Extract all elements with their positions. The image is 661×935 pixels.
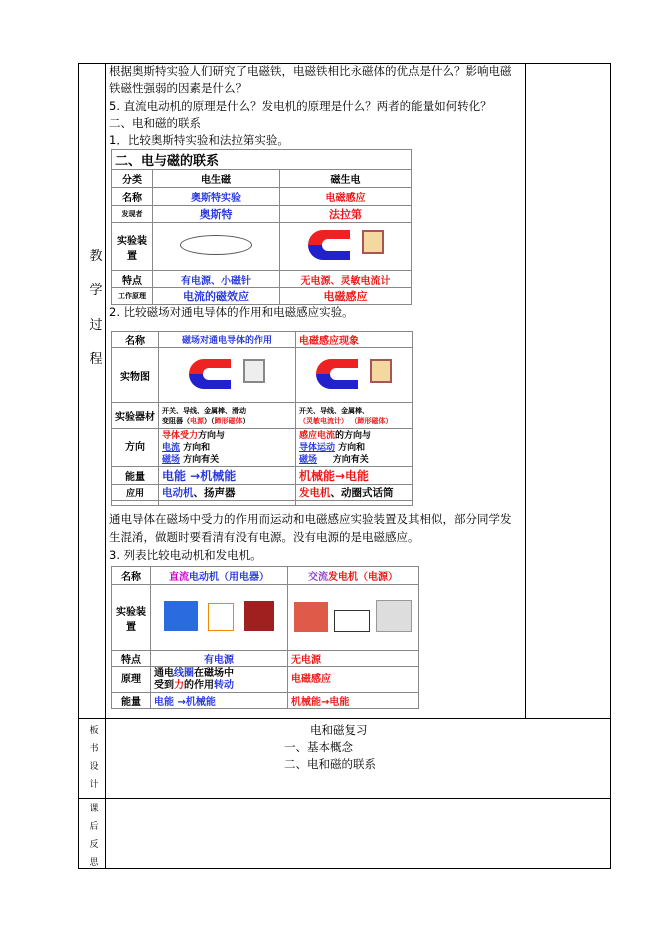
- cell: [296, 403, 413, 429]
- text: 线圈: [174, 667, 194, 679]
- text: 电动机（用电器）: [189, 572, 269, 583]
- cell: 名称: [112, 332, 159, 348]
- text: 导体受力: [162, 430, 199, 441]
- border: [105, 63, 106, 868]
- cell: [296, 485, 413, 501]
- subheading: 2. 比较磁场对通电导体的作用和电磁感应实验。: [109, 305, 354, 319]
- cell: [159, 429, 296, 467]
- cell: 方向: [112, 429, 159, 467]
- text: 方向有关: [183, 454, 220, 465]
- text: 感应电流: [299, 430, 336, 441]
- subheading: 3. 列表比较电动机和发电机。: [109, 548, 262, 562]
- border: [525, 63, 526, 718]
- text: 的方向与: [335, 430, 372, 441]
- side-label: 学: [89, 283, 103, 298]
- force-apparatus-image: [159, 348, 296, 403]
- cell: [159, 485, 296, 501]
- text: ）: [242, 416, 250, 425]
- induction-apparatus-image: [296, 348, 413, 403]
- cell: 分类: [112, 170, 153, 188]
- text: 方向与: [198, 430, 226, 441]
- text: 方向和: [183, 442, 211, 453]
- cell: 奥斯特: [153, 206, 280, 223]
- text: 受到: [154, 679, 174, 691]
- text: 开关、导线、金属棒、: [299, 406, 369, 415]
- cell: 发现者: [112, 206, 153, 223]
- cell: 特点: [112, 651, 151, 667]
- text: 电流: [162, 442, 181, 453]
- cell: 机械能→电能: [296, 467, 413, 485]
- oersted-apparatus-image: [153, 223, 280, 271]
- text: 交流: [308, 572, 328, 583]
- paragraph: 通电导体在磁场中受力的作用而运动和电磁感应实验装置及其相似，部分同学发: [109, 512, 512, 526]
- generator-image: [288, 585, 419, 651]
- cell: 磁生电: [280, 170, 412, 188]
- text: 、动圈式话筒: [330, 487, 394, 499]
- cell: 电磁感应: [288, 667, 419, 693]
- board-item: 一、基本概念: [284, 740, 353, 754]
- motor-generator-table: [111, 566, 419, 709]
- cell: 有电源: [151, 651, 288, 667]
- side-label: 书: [89, 744, 99, 754]
- text: （灵敏电流计）: [299, 416, 348, 425]
- side-label: 设: [89, 762, 99, 772]
- text: 力: [174, 679, 184, 691]
- cell: [159, 403, 296, 429]
- cell: 特点: [112, 271, 153, 288]
- board-item: 二、电和磁的联系: [284, 757, 376, 771]
- table-title: 二、电与磁的联系: [112, 150, 412, 170]
- text: 磁场: [299, 454, 318, 465]
- text: 转动: [214, 679, 234, 691]
- faraday-apparatus-image: [280, 223, 412, 271]
- text: 变阻器（: [162, 416, 190, 425]
- border: [78, 798, 611, 799]
- cell: 实验器材: [112, 403, 159, 429]
- side-label: 后: [89, 822, 99, 832]
- side-label: 反: [89, 840, 99, 850]
- force-induction-table: [111, 331, 413, 506]
- question-text: 铁磁性强弱的因素是什么？: [109, 81, 247, 95]
- side-label: 过: [89, 318, 103, 333]
- text: ）（: [204, 416, 215, 425]
- side-label: 教: [89, 249, 103, 264]
- text: 在磁场中: [194, 667, 234, 679]
- cell: 电能 →机械能: [159, 467, 296, 485]
- motor-image: [151, 585, 288, 651]
- cell: [151, 667, 288, 693]
- side-label: 计: [89, 780, 99, 790]
- cell: 原理: [112, 667, 151, 693]
- side-label: 板: [89, 726, 99, 736]
- cell: 机械能→电能: [288, 693, 419, 709]
- text: 电源: [190, 416, 204, 425]
- section-heading: 二、电和磁的联系: [109, 116, 201, 130]
- cell: 名称: [112, 188, 153, 206]
- question-text: 5. 直流电动机的原理是什么？发电机的原理是什么？两者的能量如何转化？: [109, 99, 492, 113]
- cell: 实验装置: [112, 585, 151, 651]
- cell: 能量: [112, 693, 151, 709]
- border: [78, 868, 611, 869]
- cell: 电生磁: [153, 170, 280, 188]
- cell: 法拉第: [280, 206, 412, 223]
- side-label: 课: [89, 804, 99, 814]
- side-label: 思: [89, 858, 99, 868]
- cell: 电磁感应: [280, 288, 412, 305]
- border: [610, 63, 611, 868]
- question-text: 根据奥斯特实验人们研究了电磁铁，电磁铁相比永磁体的优点是什么？影响电磁: [109, 64, 512, 78]
- cell: 无电源: [288, 651, 419, 667]
- text: 开关、导线、金属棒、滑动: [162, 406, 246, 415]
- cell: 奥斯特实验: [153, 188, 280, 206]
- cell: 电磁感应: [280, 188, 412, 206]
- text: 的作用: [184, 679, 214, 691]
- text: （蹄形磁体）: [350, 416, 393, 425]
- cell: 磁场对通电导体的作用: [159, 332, 296, 348]
- text: 发电机: [299, 487, 331, 499]
- subheading: 1．比较奥斯特实验和法拉第实验。: [109, 133, 289, 147]
- border: [78, 718, 611, 719]
- cell: 有电源、小磁针: [153, 271, 280, 288]
- cell: 能量: [112, 467, 159, 485]
- text: 导体运动: [299, 442, 336, 453]
- cell: 实验装置: [112, 223, 153, 271]
- text: 方向和: [338, 442, 366, 453]
- text: 磁场: [162, 454, 181, 465]
- cell: 电磁感应现象: [296, 332, 413, 348]
- text: 、扬声器: [193, 487, 236, 499]
- text: 方向有关: [332, 454, 369, 465]
- board-title: 电和磁复习: [310, 723, 368, 737]
- cell: 应用: [112, 485, 159, 501]
- text: 蹄形磁体: [214, 416, 243, 425]
- cell: [296, 429, 413, 467]
- cell: 电能 →机械能: [151, 693, 288, 709]
- text: 直流: [169, 572, 189, 583]
- cell: [151, 567, 288, 585]
- oersted-faraday-table: [111, 149, 412, 305]
- cell: 无电源、灵敏电流计: [280, 271, 412, 288]
- cell: 电流的磁效应: [153, 288, 280, 305]
- text: 通电: [154, 667, 174, 679]
- text: 电动机: [162, 487, 194, 499]
- text: 发电机（电源）: [328, 572, 398, 583]
- border: [78, 63, 79, 868]
- paragraph: 生混淆，做题时要看清有没有电源。没有电源的是电磁感应。: [109, 530, 420, 544]
- cell: [288, 567, 419, 585]
- cell: 实物图: [112, 348, 159, 403]
- cell: 名称: [112, 567, 151, 585]
- cell: 工作原理: [112, 288, 153, 305]
- side-label: 程: [89, 352, 103, 367]
